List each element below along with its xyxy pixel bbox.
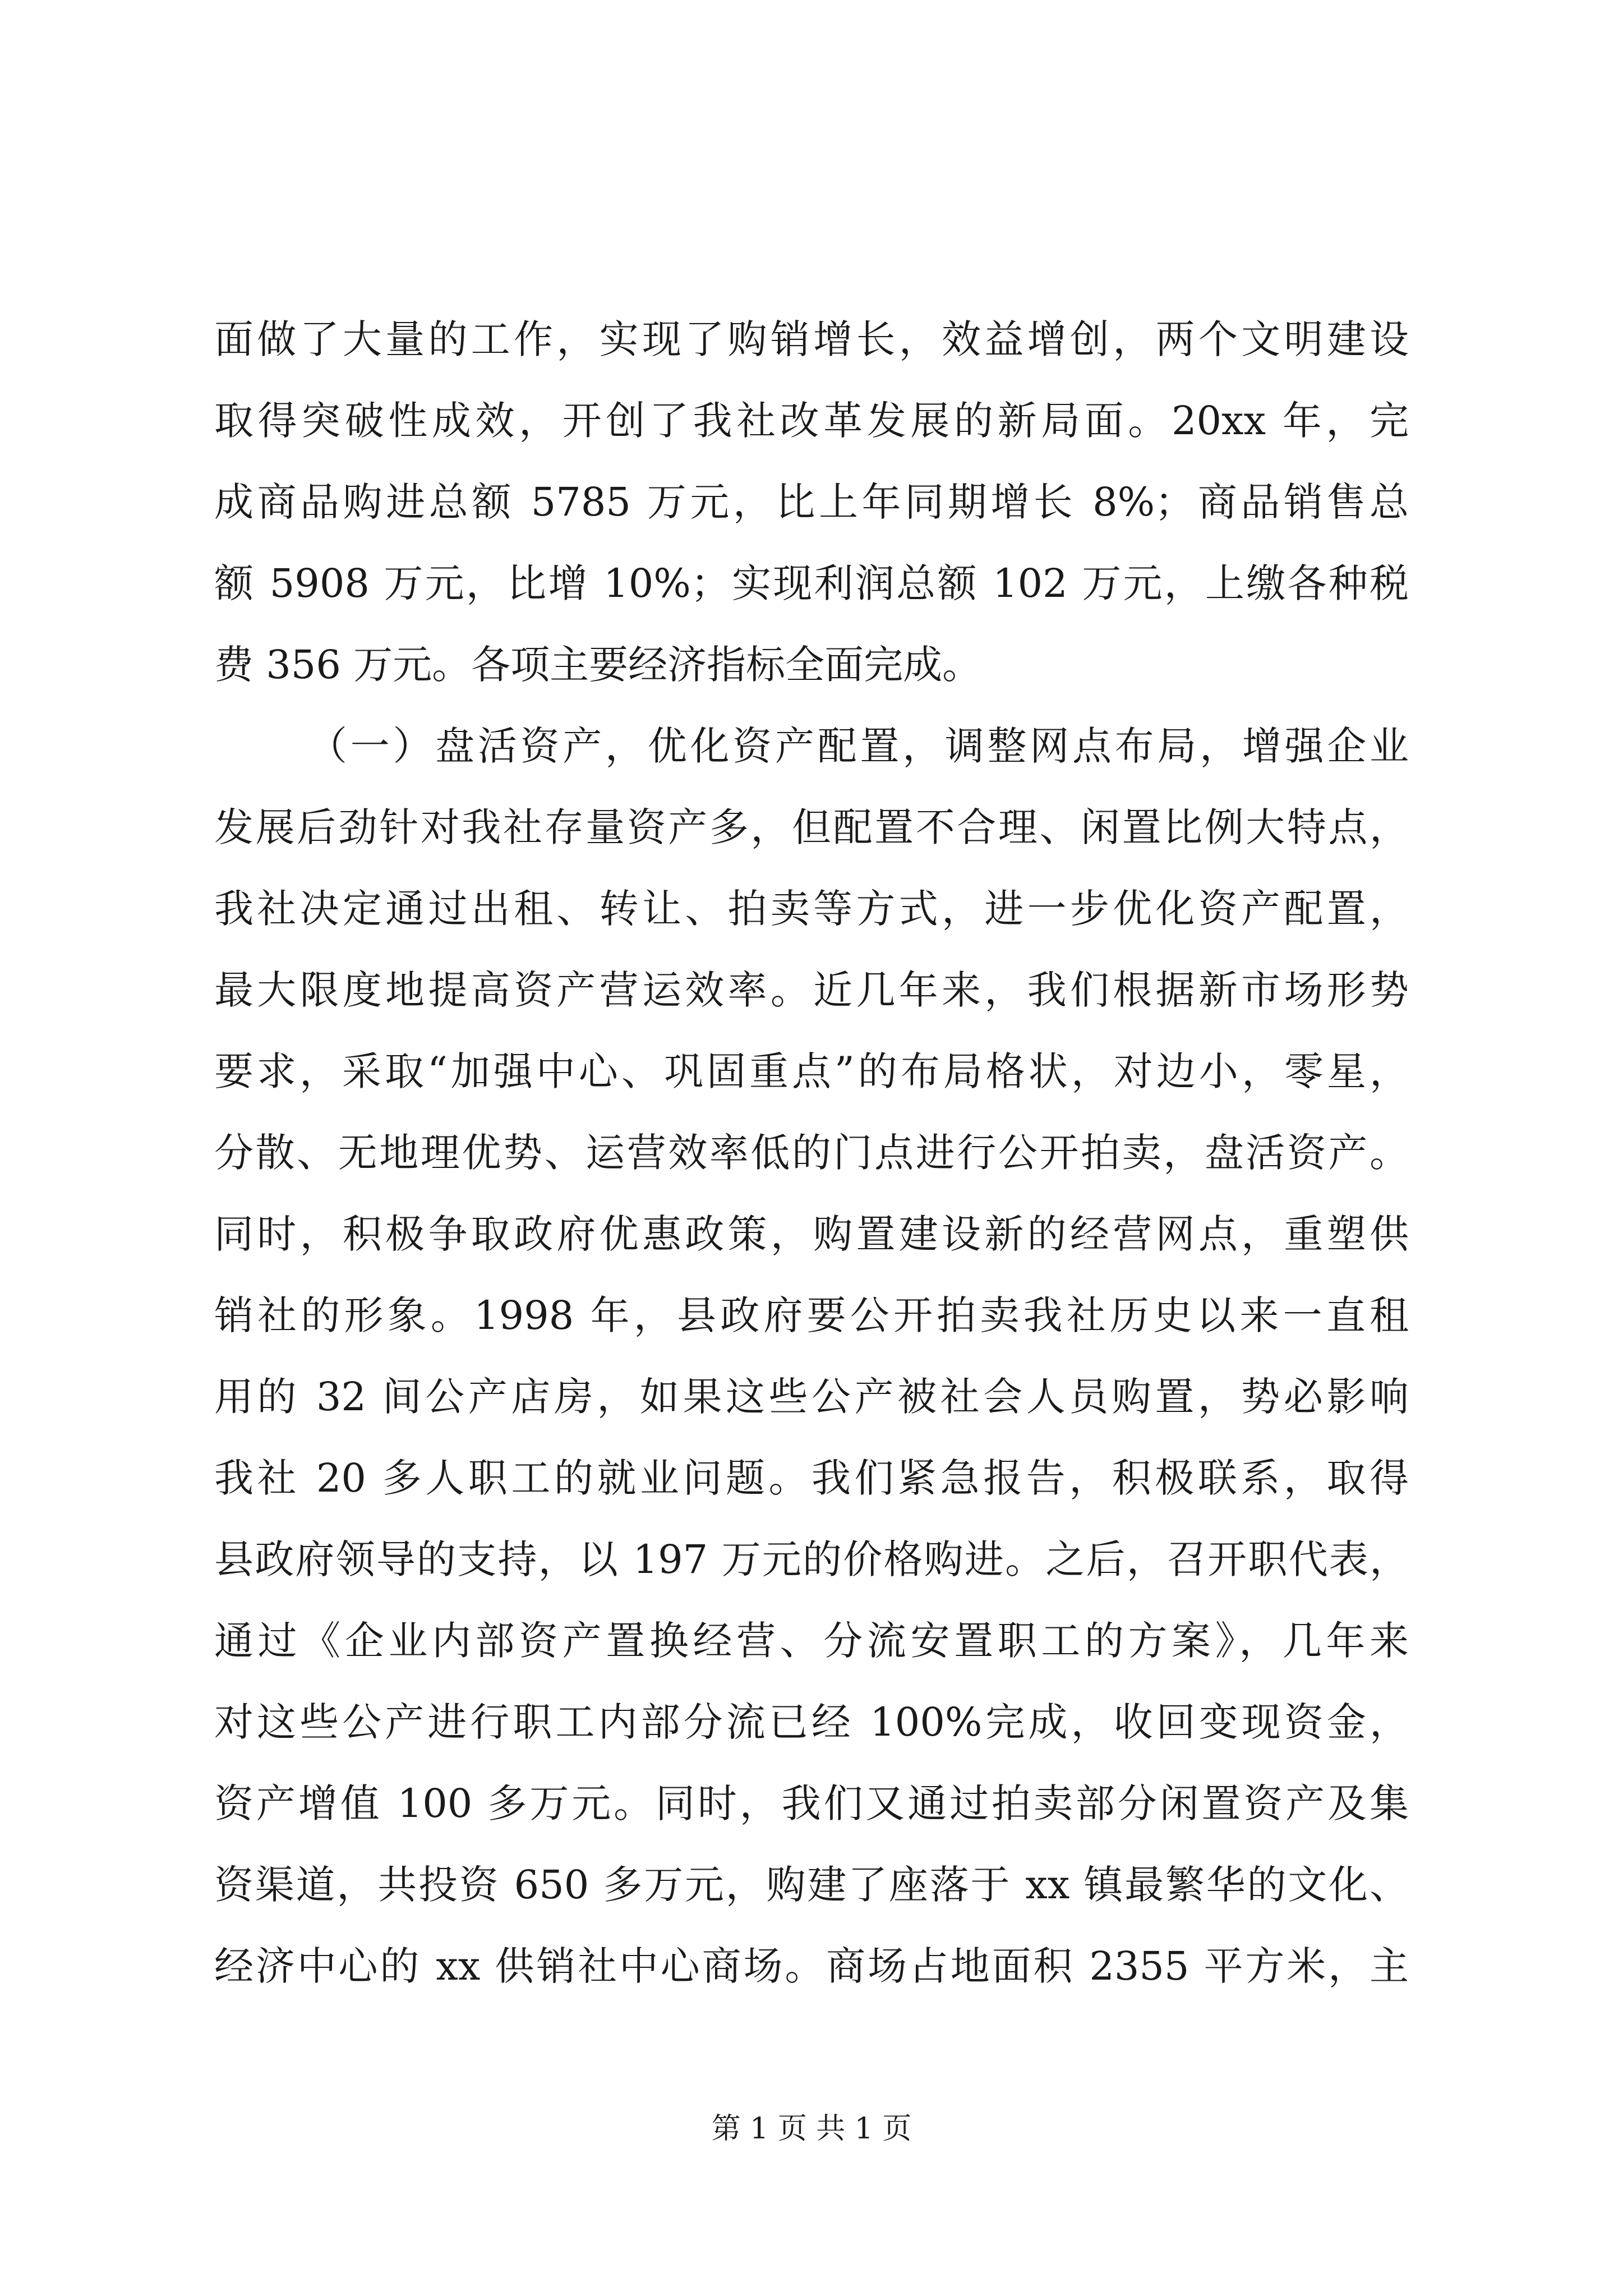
text-line: 面做了大量的工作，实现了购销增长，效益增创，两个文明建设 bbox=[214, 316, 1409, 362]
text-line: 最大限度地提高资产营运效率。近几年来，我们根据新市场形势 bbox=[214, 967, 1409, 1013]
text-line: 分散、无地理优势、运营效率低的门点进行公开拍卖，盘活资产。 bbox=[214, 1130, 1409, 1176]
text-line: 销社的形象。1998 年，县政府要公开拍卖我社历史以来一直租 bbox=[214, 1292, 1409, 1338]
text-line: 县政府领导的支持，以 197 万元的价格购进。之后，召开职代表， bbox=[214, 1536, 1409, 1582]
text-line: 用的 32 间公产店房，如果这些公产被社会人员购置，势必影响 bbox=[214, 1374, 1409, 1420]
text-line: 我社决定通过出租、转让、拍卖等方式，进一步优化资产配置， bbox=[214, 886, 1409, 932]
text-line: 费 356 万元。各项主要经济指标全面完成。 bbox=[214, 642, 982, 688]
text-line: 我社 20 多人职工的就业问题。我们紧急报告，积极联系，取得 bbox=[214, 1455, 1409, 1501]
text-line: 额 5908 万元，比增 10%；实现利润总额 102 万元，上缴各种税 bbox=[214, 560, 1409, 606]
text-line: 要求，采取“加强中心、巩固重点”的布局格状，对边小，零星， bbox=[214, 1048, 1409, 1094]
page-number-footer: 第 1 页 共 1 页 bbox=[711, 2112, 912, 2146]
section-heading-line: （一）盘活资产，优化资产配置，调整网点布局，增强企业 bbox=[308, 723, 1409, 769]
text-line: 经济中心的 xx 供销社中心商场。商场占地面积 2355 平方米，主 bbox=[214, 1943, 1409, 1989]
text-line: 资产增值 100 多万元。同时，我们又通过拍卖部分闲置资产及集 bbox=[214, 1780, 1409, 1826]
text-line: 取得突破性成效，开创了我社改革发展的新局面。20xx 年，完 bbox=[214, 398, 1409, 444]
text-line: 同时，积极争取政府优惠政策，购置建设新的经营网点，重塑供 bbox=[214, 1211, 1409, 1257]
text-line: 发展后劲针对我社存量资产多，但配置不合理、闲置比例大特点， bbox=[214, 804, 1409, 850]
text-line: 对这些公产进行职工内部分流已经 100%完成，收回变现资金， bbox=[214, 1699, 1409, 1745]
text-line: 通过《企业内部资产置换经营、分流安置职工的方案》，几年来 bbox=[214, 1618, 1409, 1664]
text-line: 成商品购进总额 5785 万元，比上年同期增长 8%；商品销售总 bbox=[214, 479, 1409, 525]
text-line: 资渠道，共投资 650 多万元，购建了座落于 xx 镇最繁华的文化、 bbox=[214, 1862, 1409, 1908]
